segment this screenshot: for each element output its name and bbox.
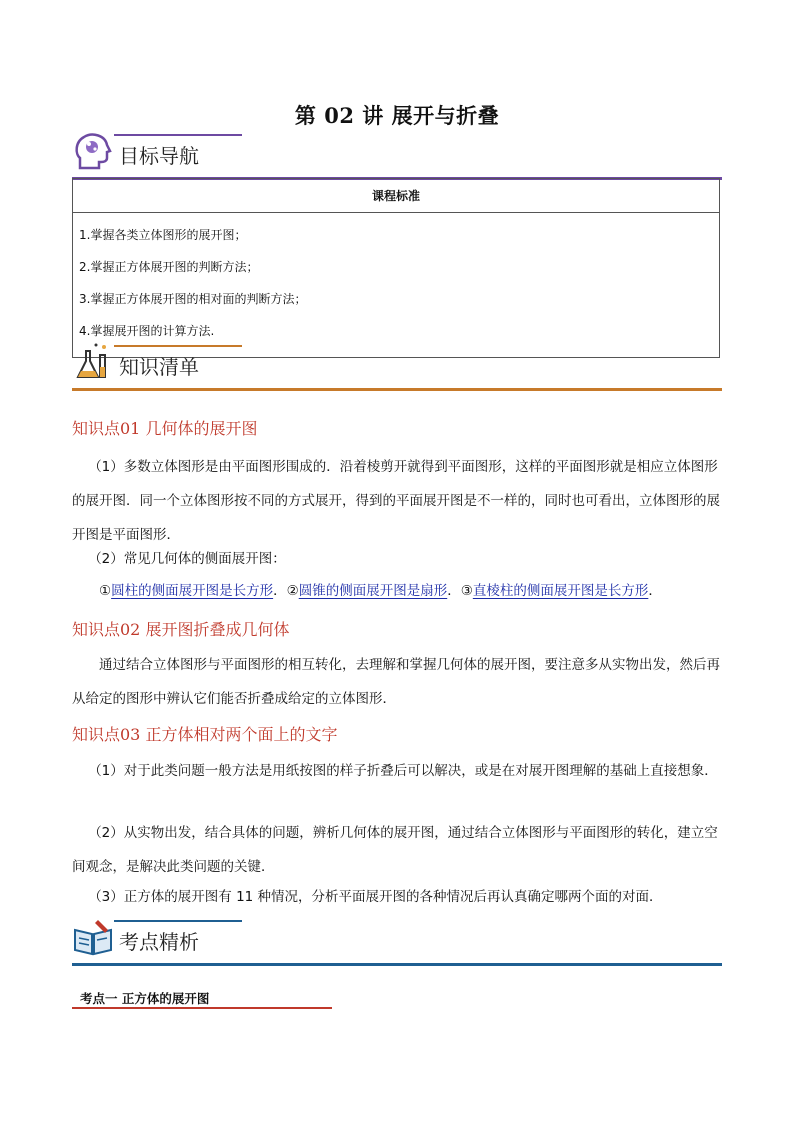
section-title: 知识清单 xyxy=(119,355,199,379)
paragraph: （3）正方体的展开图有 11 种情况，分析平面展开图的各种情况后再认真确定哪两个面的对面． xyxy=(88,889,663,905)
head-brain-icon xyxy=(72,130,114,172)
section-title: 考点精析 xyxy=(119,930,199,954)
knowledge-point-title: 知识点03 正方体相对两个面上的文字 xyxy=(72,725,338,744)
section-top-rule xyxy=(114,345,242,347)
underlined-text: 圆柱的侧面展开图是长方形 xyxy=(111,583,274,599)
standard-item: 4.掌握展开图的计算方法. xyxy=(79,324,215,338)
course-standards-table xyxy=(72,178,720,358)
page-title: 第 02 讲 展开与折叠 xyxy=(294,103,500,128)
paragraph: （2）从实物出发，结合具体的问题，辨析几何体的展开图，通过结合立体图形与平面图形的转化，建立空间观念，是解决此类问题的关键． xyxy=(72,825,718,875)
standard-item: 3.掌握正方体展开图的相对面的判断方法； xyxy=(79,292,307,306)
underlined-text: 圆锥的侧面展开图是扇形 xyxy=(298,583,448,599)
section-bottom-rule xyxy=(72,963,722,966)
section-bottom-rule xyxy=(72,388,722,391)
standard-item: 1.掌握各类立体图形的展开图； xyxy=(79,228,247,242)
text-run: ．② xyxy=(273,583,299,599)
section-title: 目标导航 xyxy=(119,144,199,168)
section-top-rule xyxy=(114,134,242,136)
standard-item: 2.掌握正方体展开图的判断方法； xyxy=(79,260,259,274)
lab-flask-icon xyxy=(72,341,114,383)
text-run: ．③ xyxy=(447,583,473,599)
underlined-text: 直棱柱的侧面展开图是长方形 xyxy=(472,583,649,599)
section-header-exam xyxy=(72,922,722,966)
text-run: ① xyxy=(99,583,112,599)
section-header-goals xyxy=(72,136,722,180)
table-body xyxy=(73,213,720,358)
table-header: 课程标准 xyxy=(73,179,720,213)
paragraph: 通过结合立体图形与平面图形的相互转化，去理解和掌握几何体的展开图，要注意多从实物出发，然后再从给定的图形中辨认它们能否折叠成给定的立体图形． xyxy=(72,657,720,707)
section-header-knowledge xyxy=(72,347,722,391)
text-run: ． xyxy=(648,583,662,599)
knowledge-point-title: 知识点02 展开图折叠成几何体 xyxy=(72,620,290,639)
paragraph-lateral-unfoldings xyxy=(72,574,722,608)
open-book-icon xyxy=(72,916,114,958)
paragraph: （2）常见几何体的侧面展开图： xyxy=(88,551,286,567)
paragraph: （1）对于此类问题一般方法是用纸按图的样子折叠后可以解决，或是在对展开图理解的基础上直接想象． xyxy=(88,763,718,779)
paragraph: （1）多数立体图形是由平面图形围成的．沿着棱剪开就得到平面图形，这样的平面图形就是相应立体图形的展开图．同一个立体图形按不同的方式展开，得到的平面展开图是不一样的，同时也可看出，立体图形的展开图是平面图形． xyxy=(72,459,720,543)
exam-point-title: 考点一 正方体的展开图 xyxy=(80,991,210,1006)
section-top-rule xyxy=(114,920,242,922)
exam-point-underline xyxy=(72,1007,332,1009)
knowledge-point-title: 知识点01 几何体的展开图 xyxy=(72,419,258,438)
